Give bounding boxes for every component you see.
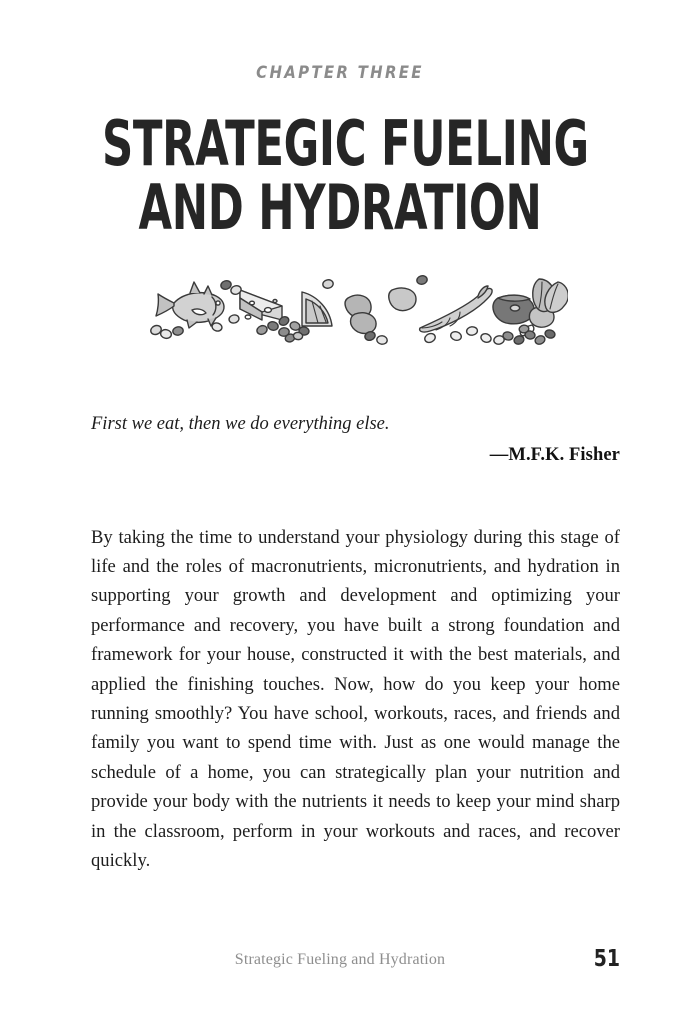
footer-page-number: 51 <box>593 946 620 972</box>
cheese-wedge-icon <box>240 290 282 320</box>
leafy-greens-icon <box>533 279 568 312</box>
kidney-beans-icon <box>345 288 416 333</box>
food-illustration-svg <box>112 268 568 350</box>
food-illustration-divider <box>112 268 568 350</box>
chapter-eyebrow: CHAPTER THREE <box>256 63 424 83</box>
epigraph-attribution: —M.F.K. Fisher <box>489 445 620 465</box>
asparagus-spear-icon <box>420 286 493 332</box>
salmon-fish-icon <box>156 282 224 328</box>
page-title <box>0 107 680 244</box>
body-paragraph: By taking the time to understand your physiology during this stage of life and the roles of macronutrients, micronutrients, and hydration in supporting your growth and development and optimizing your performance and recovery, you have built a strong foundation and framework for your house, constructed it with the best materials, and applied the finishing touches. Now, how do you keep your home running smoothly? You have school, workouts, races, and friends and family you want to spend time with. Just as one would manage the schedule of a home, you can strategically plan your nutrition and provide your body with the nutrients it needs to keep your mind sharp in the classroom, perform in your workouts and races, and recover quickly. <box>91 526 620 872</box>
chapter-title-line-2: AND HYDRATION <box>138 171 542 244</box>
epigraph-quote: First we eat, then we do everything else. <box>91 414 390 434</box>
citrus-slice-icon <box>302 292 332 326</box>
chapter-title-line-1: STRATEGIC FUELING <box>102 107 589 180</box>
footer-running-title: Strategic Fueling and Hydration <box>234 951 446 968</box>
